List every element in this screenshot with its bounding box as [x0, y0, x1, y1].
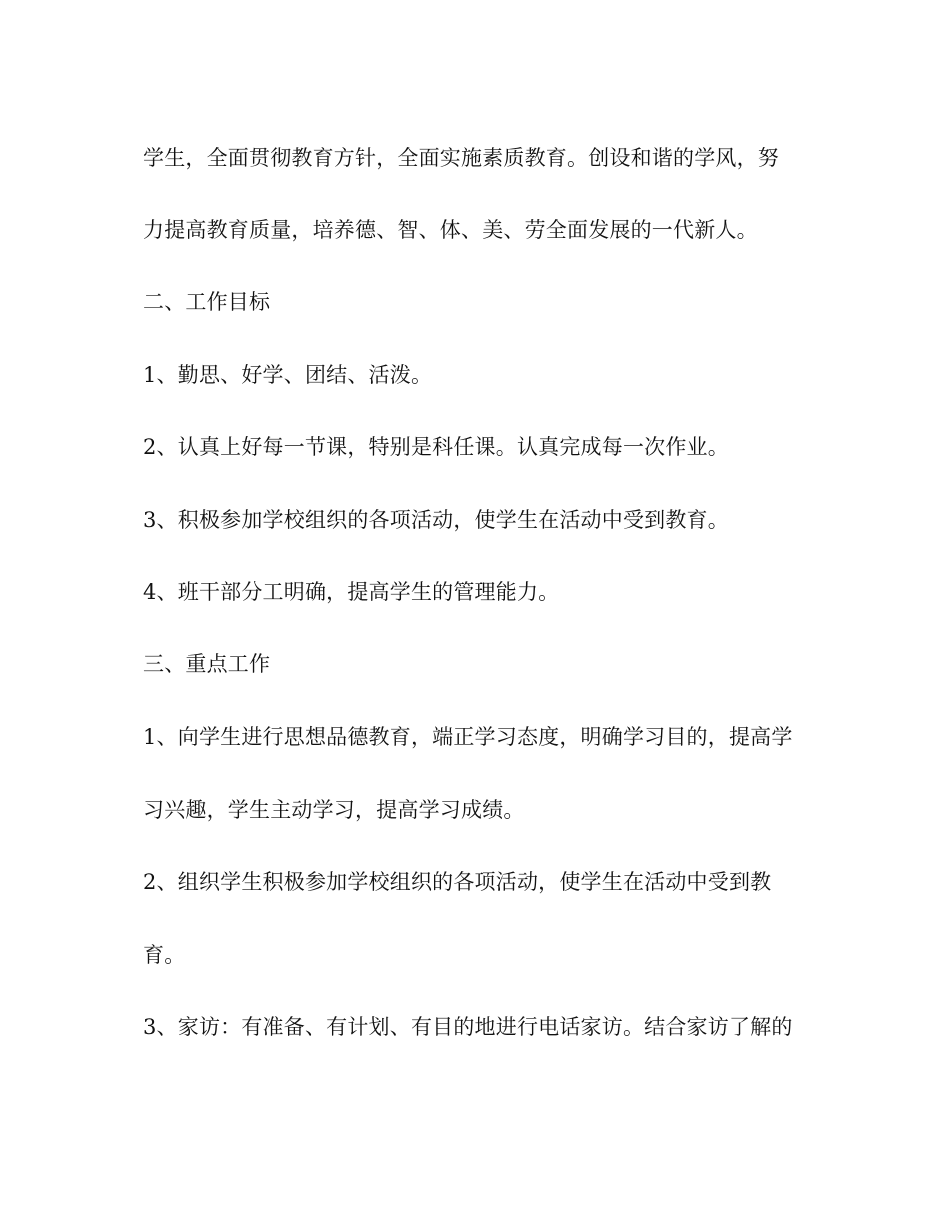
section-heading-work-goals: 二、工作目标 [143, 290, 271, 314]
text-line-key-1b: 习兴趣，学生主动学习，提高学习成绩。 [143, 798, 525, 822]
text-line-goal-1: 1、勤思、好学、团结、活泼。 [143, 363, 433, 387]
section-heading-key-work: 三、重点工作 [143, 652, 271, 676]
text-line-key-2a: 2、组织学生积极参加学校组织的各项活动，使学生在活动中受到教 [143, 870, 772, 894]
text-line-goal-2: 2、认真上好每一节课，特别是科任课。认真完成每一次作业。 [143, 435, 729, 459]
text-line-goal-4: 4、班干部分工明确，提高学生的管理能力。 [143, 580, 560, 604]
text-line-key-1a: 1、向学生进行思想品德教育，端正学习态度，明确学习目的，提高学 [143, 725, 793, 749]
text-line-2: 力提高教育质量，培养德、智、体、美、劳全面发展的一代新人。 [143, 218, 758, 242]
text-line-key-3a: 3、家访：有准备、有计划、有目的地进行电话家访。结合家访了解的 [143, 1015, 793, 1039]
text-line-goal-3: 3、积极参加学校组织的各项活动，使学生在活动中受到教育。 [143, 508, 729, 532]
text-line-1: 学生，全面贯彻教育方针，全面实施素质教育。创设和谐的学风，努 [143, 146, 779, 170]
text-line-key-2b: 育。 [143, 943, 186, 967]
